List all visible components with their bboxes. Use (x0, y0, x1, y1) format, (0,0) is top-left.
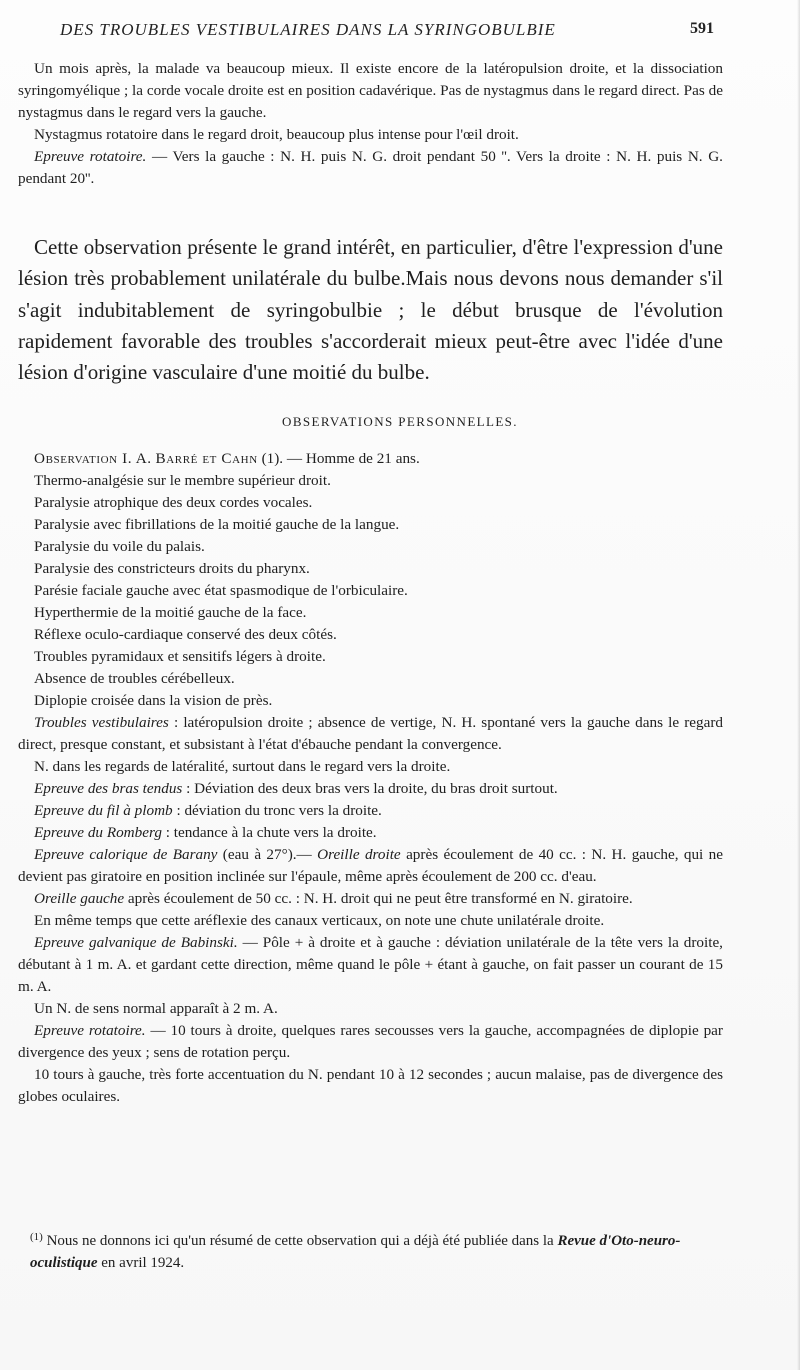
galvanic-text: — Pôle + à droite et à gauche : déviation unilatérale de la tête vers la droite, débutant à 1 m. A. et gardant cette direction, même quand le pôle + étant à gauche, on fait passer un courant de 15 m. A. (18, 934, 723, 995)
observation-label: Observation I. A. (34, 450, 152, 467)
rotatory-test-paragraph (18, 146, 723, 190)
main-paragraph-block (18, 232, 723, 388)
galvanic-label: Epreuve galvanique de Babinski. (34, 934, 238, 951)
finding-item: Paralysie avec fibrillations de la moitié gauche de la langue. (34, 516, 400, 533)
caloric-left-text: après écoulement de 50 cc. : N. H. droit qui ne peut être transformé en N. giratoire. (124, 890, 633, 907)
observation-heading (18, 448, 723, 470)
vestibular-paragraph (18, 712, 723, 756)
rotatory-test-text: — Vers la gauche : N. H. puis N. G. droit pendant 50 ''. Vers la droite : N. H. puis N. G. pendant 20''. (18, 148, 723, 187)
finding-item: Absence de troubles cérébelleux. (34, 670, 235, 687)
test-label: Epreuve du fil à plomb (34, 802, 173, 819)
rotatory2-left-line: 10 tours à gauche, très forte accentuation du N. pendant 10 à 12 secondes ; aucun malaise, pas de divergence des globes oculaires. (18, 1066, 723, 1105)
main-paragraph: Cette observation présente le grand intérêt, en particulier, d'être l'expression d'une lésion très probablement unilatérale du bulbe.Mais nous devons nous demander s'il s'agit indubitablement de syringobulbie ; le début brusque de l'évolution rapidement favorable des troubles s'accorderait mieux peut-être avec l'idée d'une lésion d'origine vasculaire d'une moitié du bulbe. (18, 235, 723, 385)
intro-paragraph: Nystagmus rotatoire dans le regard droit, beaucoup plus intense pour l'œil droit. (34, 126, 519, 143)
test-label: Epreuve des bras tendus (34, 780, 183, 797)
finding-item: Paralysie atrophique des deux cordes vocales. (34, 494, 313, 511)
caloric-temp: (eau à 27°).— (217, 846, 318, 863)
test-label: Epreuve du Romberg (34, 824, 162, 841)
vestibular-label: Troubles vestibulaires (34, 714, 169, 731)
rotatory2-paragraph (18, 1020, 723, 1064)
finding-item: Hyperthermie de la moitié gauche de la face. (34, 604, 307, 621)
lateral-gaze-line: N. dans les regards de latéralité, surtout dans le regard vers la droite. (34, 758, 451, 775)
normal-n-line: Un N. de sens normal apparaît à 2 m. A. (34, 1000, 278, 1017)
caloric-right-text: après écoulement de 40 cc. : N. H. gauche, qui ne devient pas giratoire en position inclinée sur l'épaule, même après écoulement de 200 cc. d'eau. (18, 846, 723, 885)
finding-item: Thermo-analgésie sur le membre supérieur droit. (34, 472, 331, 489)
caloric-left-label: Oreille gauche (34, 890, 125, 907)
test-line (18, 822, 723, 844)
page-number: 591 (690, 20, 714, 37)
finding-item: Troubles pyramidaux et sensitifs légers à droite. (34, 648, 326, 665)
test-text: : déviation du tronc vers la droite. (172, 802, 382, 819)
intro-block (18, 58, 723, 190)
finding-item: Réflexe oculo-cardiaque conservé des deux côtés. (34, 626, 337, 643)
vestibular-text: : latéropulsion droite ; absence de vertige, N. H. spontané vers la gauche dans le regard direct, presque constant, et subsistant à l'état d'ébauche pendant la convergence. (18, 714, 724, 753)
caloric-left-paragraph (18, 888, 723, 910)
footnote-text: Nous ne donnons ici qu'un résumé de cette observation qui a déjà été publiée dans la (42, 1233, 558, 1249)
galvanic-paragraph (18, 932, 723, 998)
caloric-label: Epreuve calorique de Barany (34, 846, 218, 863)
rotatory-test-label: Epreuve rotatoire. (34, 148, 147, 165)
test-line (18, 778, 723, 800)
test-line (18, 800, 723, 822)
intro-paragraph: Un mois après, la malade va beaucoup mieux. Il existe encore de la latéropulsion droite, et la dissociation syringomyélique ; la corde vocale droite est en position cadavérique. Pas de nystagmus dans le regard direct. Pas de nystagmus dans le regard vers la gauche. (18, 60, 723, 121)
footnote-mark: (1) (30, 1231, 43, 1243)
footnote-ref: (1) (261, 450, 280, 467)
rotatory2-text: — 10 tours à droite, quelques rares secousses vers la gauche, accompagnées de diplopie par divergence des yeux ; sens de rotation perçu. (18, 1022, 723, 1061)
finding-item: Diplopie croisée dans la vision de près. (34, 692, 273, 709)
finding-item: Paralysie des constricteurs droits du pharynx. (34, 560, 310, 577)
caloric-right-label: Oreille droite (317, 846, 401, 863)
finding-item: Paralysie du voile du palais. (34, 538, 205, 555)
footnote-journal: Revue d'Oto-neuro-oculistique (30, 1233, 681, 1271)
areflexia-paragraph: En même temps que cette aréflexie des canaux verticaux, on note une chute unilatérale droite. (34, 912, 605, 929)
footnote (30, 1226, 730, 1274)
test-text: : tendance à la chute vers la droite. (161, 824, 377, 841)
observation-patient: . — Homme de 21 ans. (279, 450, 420, 467)
section-title: OBSERVATIONS PERSONNELLES. (282, 414, 518, 429)
observation-authors: Barré et Cahn (155, 450, 258, 467)
rotatory2-label: Epreuve rotatoire. (34, 1022, 146, 1039)
test-text: : Déviation des deux bras vers la droite, du bras droit surtout. (182, 780, 558, 797)
running-title: DES TROUBLES VESTIBULAIRES DANS LA SYRINGOBULBIE (60, 20, 556, 39)
footnote-date: en avril 1924. (97, 1255, 185, 1271)
caloric-paragraph (18, 844, 723, 888)
finding-item: Parésie faciale gauche avec état spasmodique de l'orbiculaire. (34, 582, 408, 599)
observation-block (18, 448, 723, 1108)
